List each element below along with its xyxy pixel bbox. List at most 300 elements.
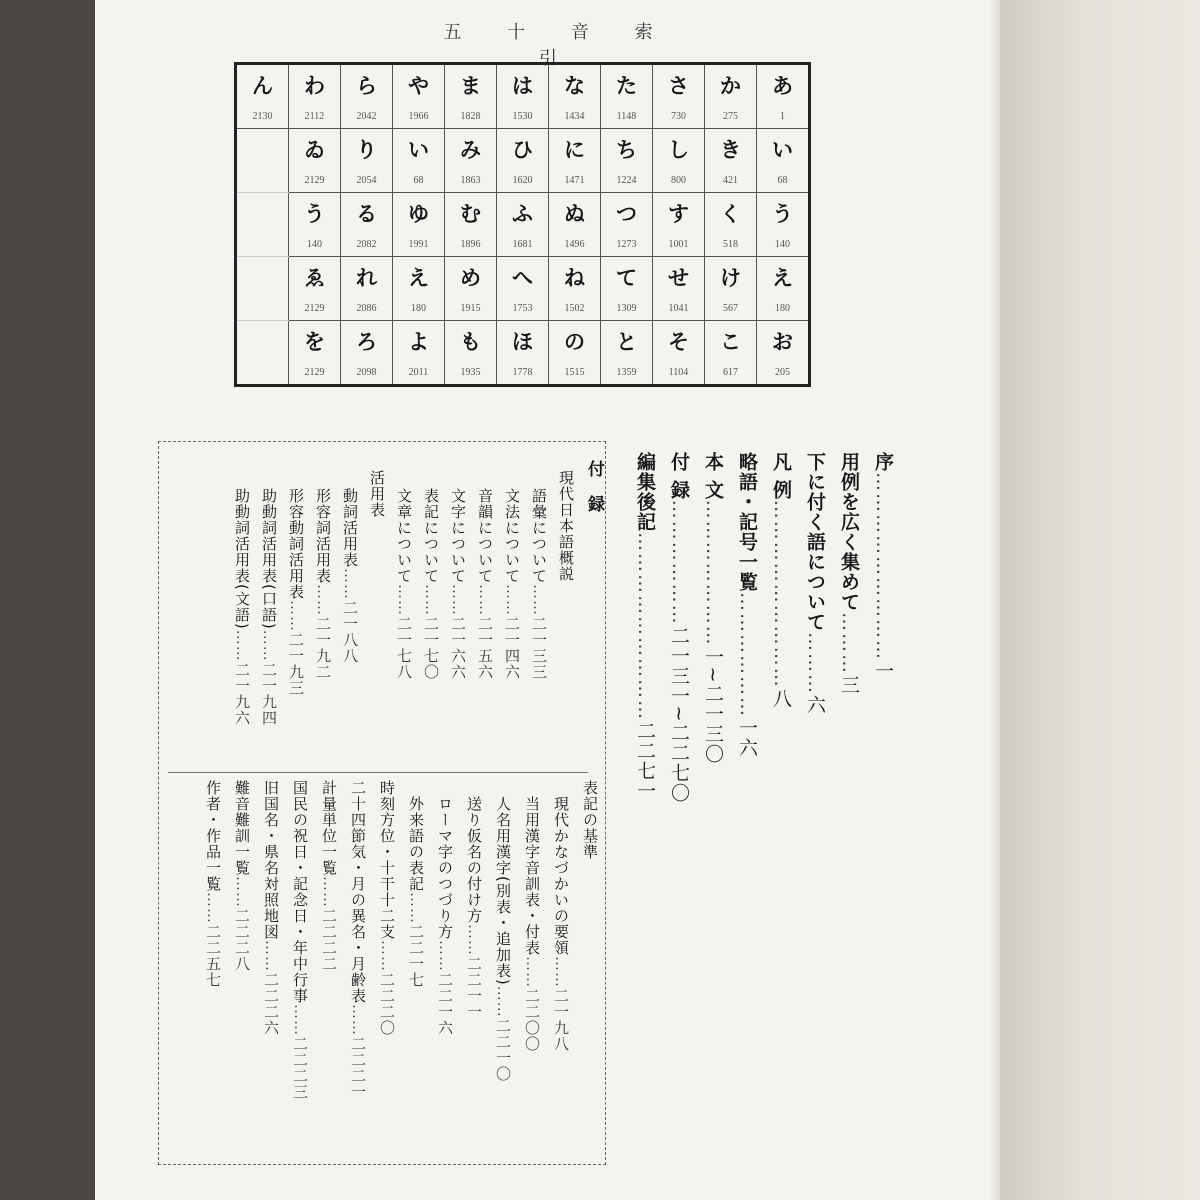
toc-entry-label: 下に付く語について	[804, 452, 826, 632]
kana-cell	[601, 193, 653, 257]
appendix-item-label: 計量単位一覧	[320, 780, 338, 876]
appendix-item-label: 形容動詞活用表	[287, 488, 305, 600]
kana-char: そ	[668, 330, 689, 354]
kana-char: む	[460, 202, 481, 226]
kana-cell	[289, 257, 341, 321]
kana-cell	[549, 129, 601, 193]
kana-cell	[341, 129, 393, 193]
kana-row	[236, 64, 810, 129]
kana-char: て	[616, 266, 637, 290]
kana-char: ら	[356, 74, 377, 98]
kana-row	[236, 129, 810, 193]
appendix-item	[203, 780, 224, 1150]
kana-cell	[393, 193, 445, 257]
kana-char: い	[772, 138, 793, 162]
appendix-page-number: 二一九六	[233, 661, 251, 726]
appendix-item-label: 二十四節気・月の異名・月齢表	[349, 780, 367, 1004]
appendix-leader-dots: ……	[291, 1004, 309, 1036]
appendix-leader-dots: ……	[349, 1004, 367, 1036]
appendix-item	[529, 488, 550, 752]
appendix-leader-dots: ……	[494, 985, 512, 1018]
kana-page-number: 1309	[616, 303, 637, 314]
appendix-item	[435, 796, 456, 1150]
appendix-item	[232, 488, 253, 752]
kana-page-number: 2129	[304, 367, 325, 378]
kana-char: え	[408, 266, 429, 290]
appendix-leader-dots: ……	[436, 940, 454, 972]
kana-page-number: 1515	[564, 367, 585, 378]
toc-leader-dots: ………………	[668, 499, 690, 626]
kana-cell	[341, 321, 393, 386]
appendix-leader-dots: ……	[341, 568, 359, 600]
appendix-item-label: 当用漢字音訓表・付表	[523, 796, 541, 956]
kana-cell	[653, 257, 705, 321]
toc-leader-dots: ………………………	[872, 472, 894, 661]
appendix-item-label: 音韻について	[476, 488, 494, 584]
kana-page-number: 730	[671, 111, 686, 122]
kana-page-number: 1863	[460, 175, 481, 186]
kana-cell	[393, 129, 445, 193]
kana-cell	[757, 321, 810, 386]
kana-page-number: 617	[723, 367, 738, 378]
toc-entry	[666, 452, 693, 1172]
kana-cell	[445, 257, 497, 321]
kana-cell	[236, 257, 289, 321]
kana-cell	[757, 64, 810, 129]
appendix-item	[464, 796, 485, 1150]
appendix-item	[377, 780, 398, 1150]
facing-page-edge	[1000, 0, 1200, 1200]
appendix-page-number: 二一三三	[530, 616, 548, 680]
appendix-leader-dots: ……	[233, 629, 251, 662]
kana-char: ほ	[512, 330, 533, 354]
kana-page-number: 1359	[616, 367, 637, 378]
toc-leader-dots: ………………………	[634, 532, 656, 721]
appendix-item-label: 難音難訓一覧	[233, 780, 251, 876]
toc-entry	[632, 452, 659, 1172]
appendix-leader-dots: ……	[552, 956, 570, 988]
appendix-page-number: 二二二二	[320, 908, 338, 972]
appendix-leader-dots: ……	[476, 584, 494, 616]
kana-page-number: 567	[723, 303, 738, 314]
kana-page-number: 205	[775, 367, 790, 378]
kana-page-number: 2112	[304, 111, 325, 122]
appendix-leader-dots: ……	[449, 584, 467, 616]
kana-page-number: 2011	[408, 367, 429, 378]
appendix-item-label: 現代日本語概説	[557, 470, 575, 582]
toc-entry-label: 編集後記	[634, 452, 656, 532]
kana-cell	[289, 64, 341, 129]
toc-entry-label: 本 文	[702, 452, 724, 500]
appendix-item	[551, 796, 572, 1150]
kana-page-number: 1681	[512, 239, 533, 250]
appendix-item	[556, 470, 577, 752]
kana-page-number: 1966	[408, 111, 429, 122]
toc-leader-dots: ………………	[736, 592, 758, 718]
appendix-item	[290, 780, 311, 1150]
appendix-item-label: ローマ字のつづり方	[436, 796, 454, 940]
kana-char: よ	[408, 330, 429, 354]
appendix-item-label: 送り仮名の付け方	[465, 796, 483, 924]
kana-cell	[549, 64, 601, 129]
kana-char: く	[720, 202, 741, 226]
kana-cell	[601, 257, 653, 321]
toc-entry	[700, 452, 727, 1172]
kana-cell	[445, 129, 497, 193]
kana-char: ち	[616, 138, 637, 162]
kana-char: も	[460, 330, 481, 354]
appendix-page-number: 二一九四	[260, 661, 278, 726]
kana-char: う	[772, 202, 793, 226]
kana-page-number: 1041	[668, 303, 689, 314]
kana-page-number: 140	[775, 239, 790, 250]
appendix-item-label: 活用表	[368, 470, 386, 518]
kana-cell	[705, 257, 757, 321]
toc-page-number: 一六	[736, 718, 758, 758]
appendix-item	[394, 488, 415, 752]
kana-char: ぬ	[564, 202, 585, 226]
appendix-leader-dots: ……	[407, 892, 425, 924]
appendix-item	[367, 470, 388, 752]
appendix-item-label: 表記について	[422, 488, 440, 584]
toc-entry-label: 用例を広く集めて	[838, 452, 860, 612]
toc-page-number: 八	[770, 688, 792, 709]
kana-cell	[236, 129, 289, 193]
kana-cell	[445, 64, 497, 129]
kana-page-number: 2054	[356, 175, 377, 186]
appendix-leader-dots: ……	[395, 584, 413, 616]
kana-char: ゆ	[408, 202, 429, 226]
appendix-item-label: 表記の基準	[581, 780, 599, 860]
kana-char: の	[564, 330, 585, 354]
appendix-page-number: 二一七〇	[422, 616, 440, 680]
kana-page-number: 2129	[304, 175, 325, 186]
kana-char: さ	[668, 74, 689, 98]
kana-char: に	[564, 138, 585, 162]
appendix-leader-dots: ……	[378, 940, 396, 972]
gojuon-index-title: 五 十 音 索 引	[443, 22, 673, 69]
appendix-page-number: 二一九八	[552, 988, 570, 1052]
appendix-page-number: 二二一六	[436, 972, 454, 1036]
appendix-leader-dots: ……	[260, 629, 278, 662]
kana-char: は	[512, 74, 533, 98]
kana-page-number: 1530	[512, 111, 533, 122]
kana-cell	[705, 321, 757, 386]
kana-char: み	[460, 138, 481, 162]
kana-cell	[601, 129, 653, 193]
kana-cell	[549, 257, 601, 321]
kana-cell	[601, 64, 653, 129]
kana-page-number: 1896	[460, 239, 481, 250]
appendix-page-number: 二二二六	[262, 972, 280, 1036]
toc-entry	[734, 452, 761, 1172]
kana-cell	[757, 257, 810, 321]
appendix-item	[502, 488, 523, 752]
kana-char: と	[616, 330, 637, 354]
toc-entry-label: 序	[872, 452, 894, 472]
kana-cell	[497, 64, 549, 129]
appendix-page-number: 二一六六	[449, 616, 467, 680]
appendix-page-number: 二二五七	[204, 924, 222, 988]
appendix-item	[580, 780, 601, 1150]
kana-cell	[653, 193, 705, 257]
kana-page-number: 1828	[460, 111, 481, 122]
kana-cell	[705, 193, 757, 257]
toc-entry-label: 凡 例	[770, 452, 792, 500]
kana-row	[236, 257, 810, 321]
appendix-leader-dots: ……	[503, 584, 521, 616]
appendix-page-number: 二一五六	[476, 616, 494, 680]
kana-cell	[289, 129, 341, 193]
kana-cell	[705, 64, 757, 129]
kana-cell	[236, 321, 289, 386]
kana-char: お	[772, 330, 793, 354]
kana-page-number: 1753	[512, 303, 533, 314]
appendix-item-label: 文章について	[395, 488, 413, 584]
kana-char: ひ	[512, 138, 533, 162]
kana-char: せ	[668, 266, 689, 290]
appendix-item	[493, 796, 514, 1150]
appendix-item-label: 動詞活用表	[341, 488, 359, 568]
kana-cell	[601, 321, 653, 386]
kana-char: え	[772, 266, 793, 290]
appendix-item	[259, 488, 280, 752]
toc-leader-dots: …………………	[702, 499, 724, 647]
appendix-item	[313, 488, 334, 752]
kana-cell	[705, 129, 757, 193]
kana-cell	[497, 193, 549, 257]
appendix-leader-dots: ……	[233, 876, 251, 908]
kana-cell	[393, 64, 445, 129]
kana-page-number: 140	[307, 239, 322, 250]
kana-page-number: 1935	[460, 367, 481, 378]
kana-page-number: 421	[723, 175, 738, 186]
kana-cell	[757, 193, 810, 257]
appendix-item-label: 時刻方位・十干十二支	[378, 780, 396, 940]
kana-page-number: 1434	[564, 111, 585, 122]
kana-char: へ	[512, 266, 533, 290]
appendix-leader-dots: ……	[530, 584, 548, 616]
kana-page-number: 2129	[304, 303, 325, 314]
appendix-item	[286, 488, 307, 752]
appendix-leader-dots: ……	[204, 892, 222, 924]
appendix-item	[340, 488, 361, 752]
appendix-item	[475, 488, 496, 752]
toc-entry	[870, 452, 897, 1172]
kana-char: つ	[616, 202, 637, 226]
kana-page-number: 1915	[460, 303, 481, 314]
appendix-item	[319, 780, 340, 1150]
appendix-item	[261, 780, 282, 1150]
kana-page-number: 2042	[356, 111, 377, 122]
appendix-page-number: 二一四六	[503, 616, 521, 680]
kana-cell	[289, 193, 341, 257]
kana-char: ま	[460, 74, 481, 98]
kana-char: め	[460, 266, 481, 290]
kana-char: う	[304, 202, 325, 226]
kana-page-number: 68	[413, 175, 424, 186]
kana-char: ね	[564, 266, 585, 290]
appendix-page-number: 二二一一	[465, 956, 483, 1020]
toc-entry	[768, 452, 795, 1172]
kana-cell	[549, 321, 601, 386]
kana-char: を	[304, 330, 325, 354]
kana-cell	[497, 129, 549, 193]
kana-cell	[653, 321, 705, 386]
kana-page-number: 1224	[616, 175, 637, 186]
kana-page-number: 1496	[564, 239, 585, 250]
kana-char: た	[616, 74, 637, 98]
appendix-leader-dots: ……	[320, 876, 338, 908]
appendix-item	[522, 796, 543, 1150]
kana-page-number: 275	[723, 111, 738, 122]
kana-char: あ	[772, 74, 793, 98]
appendix-item	[406, 796, 427, 1150]
kana-page-number: 1620	[512, 175, 533, 186]
appendix-item-label: 人名用漢字(別表・追加表)	[494, 796, 512, 986]
kana-char: ゑ	[304, 266, 325, 290]
kana-char: け	[720, 266, 741, 290]
kana-cell	[341, 257, 393, 321]
appendix-item-label: 旧国名・県名対照地図	[262, 780, 280, 940]
kana-page-number: 180	[411, 303, 426, 314]
kana-cell	[757, 129, 810, 193]
kana-cell	[445, 193, 497, 257]
appendix-item	[348, 780, 369, 1150]
toc-leader-dots: ………	[804, 632, 826, 695]
appendix-divider	[168, 772, 588, 773]
appendix-heading: 付 録	[584, 460, 604, 518]
kana-page-number: 1104	[668, 367, 689, 378]
kana-cell	[393, 321, 445, 386]
kana-char: す	[668, 202, 689, 226]
kana-row	[236, 193, 810, 257]
toc-page-number: 三	[838, 675, 860, 695]
appendix-page-number: 二二二八	[233, 908, 251, 972]
toc-leader-dots: ………………………	[770, 499, 792, 689]
kana-page-number: 2086	[356, 303, 377, 314]
appendix-item	[421, 488, 442, 752]
kana-cell	[653, 64, 705, 129]
appendix-leader-dots: ……	[287, 600, 305, 632]
kana-cell	[236, 64, 289, 129]
kana-cell	[341, 64, 393, 129]
kana-page-number: 1273	[616, 239, 637, 250]
appendix-item-label: 作者・作品一覧	[204, 780, 222, 892]
appendix-page-number: 二一九三	[287, 632, 305, 696]
kana-cell	[445, 321, 497, 386]
kana-page-number: 1502	[564, 303, 585, 314]
appendix-page-number: 二一九二	[314, 616, 332, 680]
kana-page-number: 1148	[616, 111, 637, 122]
appendix-item-label: 語彙について	[530, 488, 548, 584]
kana-char: か	[720, 74, 741, 98]
appendix-leader-dots: ……	[465, 924, 483, 956]
appendix-page-number: 二二〇〇	[523, 988, 541, 1052]
appendix-item	[448, 488, 469, 752]
kana-char: ん	[252, 74, 273, 98]
kana-page-number: 518	[723, 239, 738, 250]
appendix-page-number: 二一八八	[341, 600, 359, 664]
toc-leader-dots: ………	[838, 612, 860, 675]
appendix-item-label: 文法について	[503, 488, 521, 584]
kana-char: こ	[720, 330, 741, 354]
kana-page-number: 800	[671, 175, 686, 186]
toc-page-number: 一	[872, 661, 894, 681]
kana-cell	[236, 193, 289, 257]
kana-cell	[549, 193, 601, 257]
kana-page-number: 2098	[356, 367, 377, 378]
kana-char: や	[408, 74, 429, 98]
appendix-item	[232, 780, 253, 1150]
toc-page-number: 二二七一	[634, 721, 656, 801]
kana-char: ゐ	[304, 138, 325, 162]
appendix-leader-dots: ……	[314, 584, 332, 616]
kana-char: る	[356, 202, 377, 226]
toc-entry	[802, 452, 829, 1172]
appendix-item-label: 現代かなづかいの要領	[552, 796, 570, 956]
appendix-item-label: 形容詞活用表	[314, 488, 332, 584]
kana-char: わ	[304, 74, 325, 98]
kana-page-number: 1471	[564, 175, 585, 186]
kana-char: し	[668, 138, 689, 162]
kana-page-number: 68	[777, 175, 788, 186]
gojuon-index-table	[234, 62, 811, 387]
kana-char: ふ	[512, 202, 533, 226]
toc-entry	[836, 452, 863, 1172]
kana-page-number: 2130	[252, 111, 273, 122]
toc-entry-label: 付 録	[668, 452, 690, 500]
kana-char: れ	[356, 266, 377, 290]
appendix-page-number: 二二二〇	[378, 972, 396, 1036]
kana-page-number: 1778	[512, 367, 533, 378]
kana-char: な	[564, 74, 585, 98]
appendix-leader-dots: ……	[523, 956, 541, 988]
kana-page-number: 1991	[408, 239, 429, 250]
kana-cell	[653, 129, 705, 193]
kana-page-number: 1001	[668, 239, 689, 250]
appendix-page-number: 二二一七	[407, 924, 425, 988]
appendix-leader-dots: ……	[422, 584, 440, 616]
kana-cell	[497, 257, 549, 321]
appendix-leader-dots: ……	[262, 940, 280, 972]
appendix-page-number: 二二二三	[291, 1036, 309, 1100]
appendix-item-label: 外来語の表記	[407, 796, 425, 892]
appendix-page-number: 二二二一	[349, 1036, 367, 1100]
appendix-item-label: 助動詞活用表(口語)	[260, 488, 278, 630]
appendix-item-label: 文字について	[449, 488, 467, 584]
kana-cell	[289, 321, 341, 386]
kana-page-number: 1	[780, 111, 785, 122]
toc-page-number: 二一三一~二二七〇	[668, 625, 690, 803]
kana-char: き	[720, 138, 741, 162]
kana-cell	[497, 321, 549, 386]
appendix-page-number: 二一七八	[395, 616, 413, 680]
kana-char: い	[408, 138, 429, 162]
kana-row	[236, 321, 810, 386]
kana-char: ろ	[356, 330, 377, 354]
appendix-item-label: 国民の祝日・記念日・年中行事	[291, 780, 309, 1004]
kana-page-number: 180	[775, 303, 790, 314]
kana-cell	[341, 193, 393, 257]
appendix-page-number: 二二一〇	[494, 1017, 512, 1082]
toc-page-number: 一~二一三〇	[702, 646, 724, 764]
kana-cell	[393, 257, 445, 321]
appendix-item-label: 助動詞活用表(文語)	[233, 488, 251, 630]
kana-char: り	[356, 138, 377, 162]
kana-page-number: 2082	[356, 239, 377, 250]
toc-page-number: 六	[804, 695, 826, 715]
